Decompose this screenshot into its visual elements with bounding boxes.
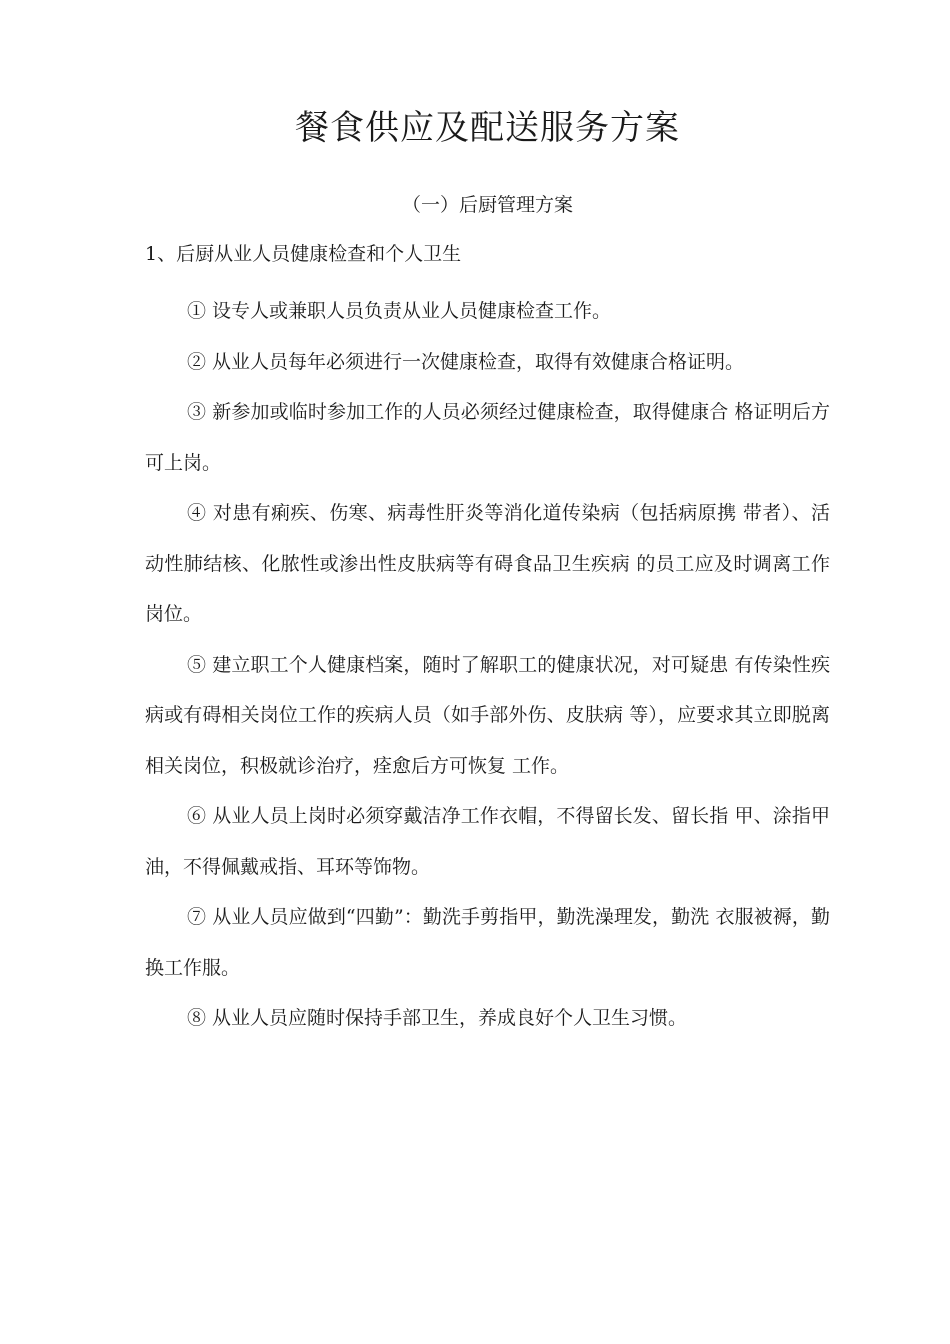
requirement-item-6: ⑥ 从业人员上岗时必须穿戴洁净工作衣帽，不得留长发、留长指 甲、涂指甲油，不得佩戴戒指、耳环等饰物。	[145, 805, 830, 878]
document-title: 餐食供应及配送服务方案	[295, 108, 680, 148]
requirement-item-5: ⑤ 建立职工个人健康档案，随时了解职工的健康状况，对可疑患 有传染性疾病或有碍相关岗位工作的疾病人员（如手部外伤、皮肤病 等），应要求其立即脱离相关岗位，积极就诊治疗，痊愈后方可恢复 工作。	[145, 653, 830, 777]
section-heading: （一）后厨管理方案	[401, 194, 573, 216]
sub-heading: 1、后厨从业人员健康检查和个人卫生	[145, 243, 462, 265]
requirement-item-1: ① 设专人或兼职人员负责从业人员健康检查工作。	[187, 300, 612, 322]
requirement-list	[145, 286, 830, 1044]
requirement-item-7: ⑦ 从业人员应做到“四勤”：勤洗手剪指甲，勤洗澡理发，勤洗 衣服被褥，勤换工作服。	[145, 906, 830, 979]
requirement-item-3: ③ 新参加或临时参加工作的人员必须经过健康检查，取得健康合 格证明后方可上岗。	[145, 401, 830, 474]
requirement-item-8: ⑧ 从业人员应随时保持手部卫生，养成良好个人卫生习惯。	[187, 1007, 688, 1029]
requirement-item-4: ④ 对患有痢疾、伤寒、病毒性肝炎等消化道传染病（包括病原携 带者）、活动性肺结核、化脓性或渗出性皮肤病等有碍食品卫生疾病 的员工应及时调离工作岗位。	[145, 502, 830, 625]
requirement-item-2: ② 从业人员每年必须进行一次健康检查，取得有效健康合格证明。	[187, 350, 745, 373]
